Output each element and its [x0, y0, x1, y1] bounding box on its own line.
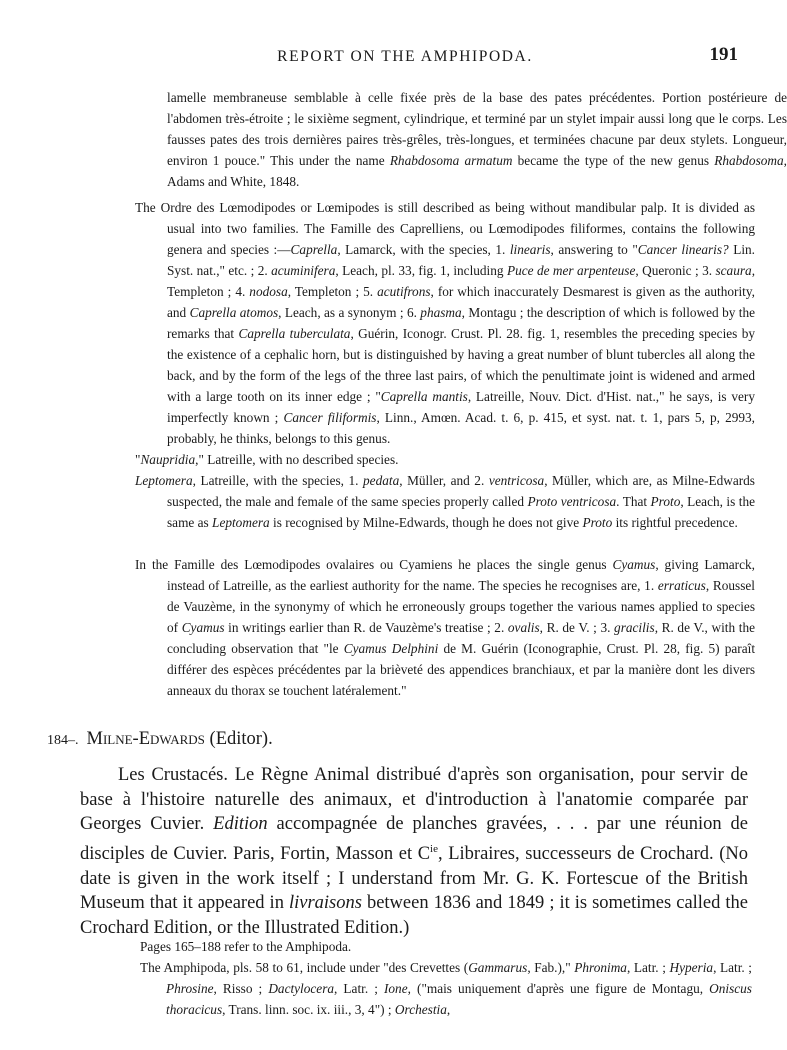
text: lamelle membraneuse semblable à celle fixée près de la base des pates précédentes. Portion postérieure de l'abdomen très-étroite ; le sixième segment, cylindrique, et terminé par un stylet impair aussi long que le corps. Les fausses pates des trois dernières paires très-grêles, très-longues, et terminées chacune par deux stylets. Longueur, environ 1 pouce." This under the name — [167, 90, 787, 168]
text: , Latr. ; — [713, 960, 752, 975]
text: , Adams and White, 1848. — [167, 153, 787, 189]
genus-name: Gammarus — [468, 960, 528, 975]
page-number: 191 — [709, 44, 738, 65]
text: , Linn., Amœn. Acad. t. 6, p. 415, et syst. nat. t. 1, pars 5, p, 2993, probably, he thinks, belongs to this genus. — [167, 410, 755, 446]
running-header — [60, 44, 750, 70]
text: " — [135, 452, 141, 467]
genus-name: Leptomera — [212, 515, 270, 530]
species-name: Cyamus Delphini — [343, 641, 439, 656]
species-name: Caprella tuberculata — [238, 326, 351, 341]
text: , Lamarck, with the species, 1. — [337, 242, 510, 257]
text: de M. Guérin (Iconographie, Crust. Pl. 28, fig. 5) paraît différer des espèces précédentes par la brièveté des appendices branchiaux, et par la manière dont les divers anneaux du thorax se touchent latéralement." — [167, 641, 756, 698]
text: , Risso ; — [213, 981, 269, 996]
text: Lin. Syst. nat.," etc. ; 2. — [167, 242, 755, 278]
text: , Müller, which are, as Milne-Edwards suspected, the male and female of the same species properly called — [167, 473, 755, 509]
species-name: nodosa — [249, 284, 288, 299]
species-name: Cancer linearis? — [637, 242, 729, 257]
species-name: Caprella atomos — [189, 305, 279, 320]
text: , ("mais uniquement d'après une figure de Montagu, — [407, 981, 710, 996]
text: , Roussel de Vauzème, in the synonymy of which he erroneously groups together the various names applied to species of — [167, 578, 755, 635]
text: , — [446, 1002, 451, 1017]
text: , Templeton ; 4. — [167, 263, 756, 299]
genus-name: Rhabdosoma — [714, 153, 784, 168]
entry-number: 184–. — [47, 733, 79, 748]
species-name: acutifrons — [377, 284, 431, 299]
emphasis: Edition — [213, 814, 268, 835]
text: , Libraires, successeurs de Crochard. (No date is given in the work itself ; I understand from Mr. G. K. Fortescue of the British Museum that it appeared in — [80, 843, 748, 914]
text: , Latr. ; — [626, 960, 670, 975]
bibliography-entry-body — [80, 763, 748, 940]
text: its rightful precedence. — [612, 515, 738, 530]
text: Les Crustacés. Le Règne Animal distribué d'après son organisation, pour servir de base à l'histoire naturelle des animaux, et d'introduction à l'anatomie comparée par Georges Cuvier. — [80, 765, 748, 835]
species-name: ventricosa — [488, 473, 545, 488]
text: , giving Lamarck, instead of Latreille, as the earliest authority for the name. The species he recognises are, 1. — [167, 557, 755, 593]
superscript: ie — [430, 842, 438, 855]
running-title: REPORT ON THE AMPHIPODA. — [277, 48, 533, 65]
species-name: Cancer filiformis — [283, 410, 377, 425]
entry-author: Milne-Edwards — [86, 729, 205, 749]
text: The Ordre des Lœmodipodes or Lœmipodes is still described as being without mandibular palp. It is divided as usual into two families. The Famille des Caprelliens, ou Lœmodipodes filiformes, contains the following genera and species :— — [135, 200, 755, 257]
text: , for which inaccurately Desmarest is given as the authority, and — [167, 284, 755, 320]
text: , Guérin, Iconogr. Crust. Pl. 28. fig. 1, resembles the preceding species by the existence of a cephalic horn, but is distinguished by having a great number of blunt tubercles all along the back, and by the form of the legs of the three last pairs, of which the penultimate joint is widened and armed with a large tooth on its inner edge ; " — [167, 326, 755, 404]
genus-name: Ione — [383, 981, 408, 996]
text: ," Latreille, with no described species. — [195, 452, 399, 467]
text: , Queronic ; 3. — [635, 263, 716, 278]
text: , R. de V., with the concluding observation that "le — [167, 620, 755, 656]
species-name: Caprella mantis — [380, 389, 468, 404]
text: , Müller, and 2. — [399, 473, 489, 488]
species-name: linearis — [509, 242, 551, 257]
text: , Leach, pl. 33, fig. 1, including — [335, 263, 507, 278]
species-name: acuminifera — [271, 263, 336, 278]
genus-name: Caprella — [290, 242, 338, 257]
genus-name: Phrosine — [166, 981, 214, 996]
species-name: phasma — [420, 305, 462, 320]
species-name: erraticus — [657, 578, 706, 593]
species-name: Puce de mer arpenteuse — [506, 263, 636, 278]
text: , answering to " — [550, 242, 638, 257]
text: , Leach, as a synonym ; 6. — [278, 305, 421, 320]
genus-name: Dactylocera — [268, 981, 335, 996]
genus-name: Hyperia — [669, 960, 714, 975]
species-name: Rhabdosoma armatum — [389, 153, 513, 168]
text: became the type of the new genus — [512, 153, 715, 168]
paragraph-loemodipodes — [135, 197, 755, 449]
genus-name: Cyamus — [181, 620, 225, 635]
genus-name: Orchestia — [394, 1002, 447, 1017]
text: . That — [616, 494, 651, 509]
species-name: ovalis — [507, 620, 540, 635]
species-name: scaura — [715, 263, 752, 278]
text: , Fab.)," — [527, 960, 575, 975]
text: , Latr. ; — [334, 981, 384, 996]
text: In the Famille des Lœmodipodes ovalaires ou Cyamiens he places the single genus — [135, 557, 613, 572]
text: , R. de V. ; 3. — [539, 620, 615, 635]
text: in writings earlier than R. de Vauzème's treatise ; 2. — [224, 620, 508, 635]
text: is recognised by Milne-Edwards, though he does not give — [269, 515, 583, 530]
genus-name: Cyamus — [612, 557, 656, 572]
emphasis: livraisons — [288, 893, 362, 914]
genus-name: Leptomera — [135, 473, 193, 488]
entry-notes — [140, 936, 752, 1020]
text: , Latreille, Nouv. Dict. d'Hist. nat.," he says, is very imperfectly known ; — [167, 389, 755, 425]
genus-name: Phronima — [574, 960, 627, 975]
text: , Templeton ; 5. — [287, 284, 378, 299]
bibliography-entry-heading — [47, 729, 273, 750]
pages-note: Pages 165–188 refer to the Amphipoda. — [140, 939, 352, 954]
text: The Amphipoda, pls. 58 to 61, include under "des Crevettes ( — [140, 960, 469, 975]
species-name: Oniscus thoracicus — [166, 981, 752, 1017]
paragraph-cyamiens — [135, 554, 755, 701]
genus-name: Proto — [650, 494, 681, 509]
paragraph-leptomera — [135, 470, 755, 533]
quote-continuation — [135, 87, 787, 192]
text: , Leach, is the same as — [167, 494, 755, 530]
species-name: pedata — [363, 473, 400, 488]
genus-name: Naupridia — [140, 452, 196, 467]
genus-name: Proto — [582, 515, 613, 530]
text: accompagnée de planches gravées, . . . par une réunion de disciples de Cuvier. Paris, Fortin, Masson et C — [80, 814, 749, 864]
paragraph-naupridia — [135, 449, 755, 470]
amphipoda-note — [140, 957, 752, 1020]
species-name: gracilis — [614, 620, 655, 635]
entry-role: (Editor). — [204, 729, 273, 749]
text: , Montagu ; the description of which is followed by the remarks that — [167, 305, 755, 341]
text: , Latreille, with the species, 1. — [192, 473, 364, 488]
species-name: Proto ventricosa — [527, 494, 617, 509]
text: , Trans. linn. soc. ix. iii., 3, 4") ; — [222, 1002, 395, 1017]
text: between 1836 and 1849 ; it is sometimes called the Crochard Edition, or the Illustrated Edition.) — [80, 893, 748, 938]
